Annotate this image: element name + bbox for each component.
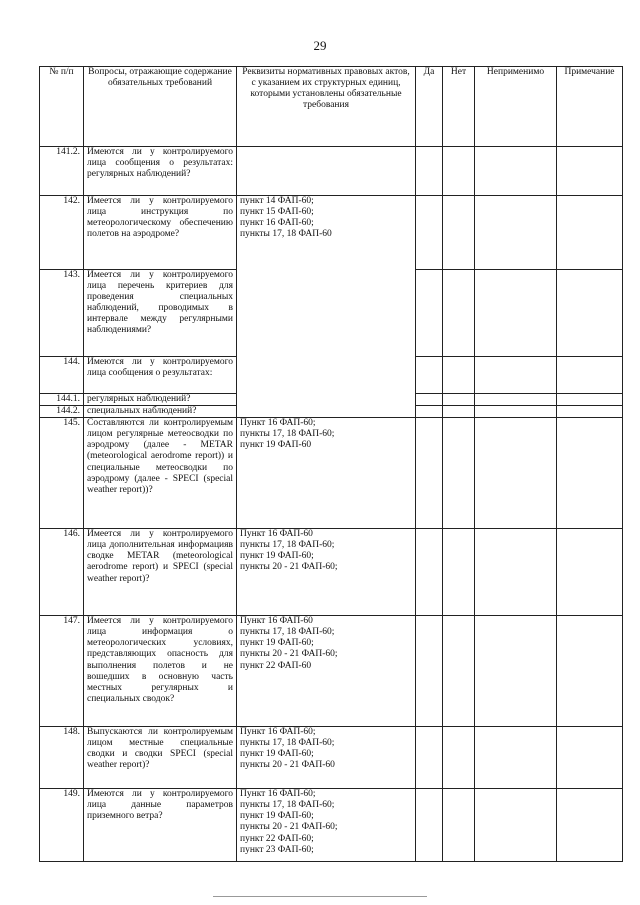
- row-question: регулярных наблюдений?: [87, 394, 191, 404]
- requisite-ref: Пункт 16 ФАП-60: [240, 616, 313, 627]
- requisite-ref: Пункт 16 ФАП-60;: [240, 418, 316, 429]
- note-cell[interactable]: [557, 147, 623, 196]
- requisite-ref: пункт 19 ФАП-60;: [240, 749, 314, 760]
- answer-na-cell[interactable]: [475, 270, 557, 357]
- row-question: Выпускаются ли контролируемым лицом местные специальные сводки и сводки SPECI (special weather report)?: [87, 727, 233, 771]
- row-question: Имеются ли у контролируемого лица сообщения о результатах:: [87, 357, 233, 379]
- note-cell[interactable]: [557, 727, 623, 789]
- header-no: Нет: [443, 67, 475, 147]
- requisite-ref: пункты 17, 18 ФАП-60;: [240, 627, 335, 638]
- requisite-ref: пункты 17, 18 ФАП-60;: [240, 540, 335, 551]
- answer-yes-cell[interactable]: [416, 270, 443, 357]
- page-number: 29: [313, 38, 327, 53]
- answer-yes-cell[interactable]: [416, 727, 443, 789]
- requisite-ref: пункт 14 ФАП-60;: [240, 196, 314, 206]
- requisites-cell: [237, 529, 416, 616]
- header-not-applicable: Неприменимо: [475, 67, 557, 147]
- requisites-cell: [237, 789, 416, 862]
- requisite-ref: пункты 20 - 21 ФАП-60;: [240, 822, 338, 833]
- answer-yes-cell[interactable]: [416, 357, 443, 394]
- row-question: Имеются ли у контролируемого лица данные параметров приземного ветра?: [87, 789, 233, 822]
- answer-na-cell[interactable]: [475, 727, 557, 789]
- requisites-cell: [237, 147, 416, 196]
- row-number: 141.2.: [40, 147, 84, 196]
- requisite-ref: пункты 20 - 21 ФАП-60;: [240, 562, 338, 573]
- header-num: № п/п: [40, 67, 84, 147]
- row-number: 146.: [40, 529, 84, 616]
- requisite-ref: пункт 22 ФАП-60;: [240, 833, 314, 844]
- answer-na-cell[interactable]: [475, 418, 557, 529]
- row-question: Составляются ли контролируемым лицом регулярные метеосводки по аэродрому (далее - METAR (meteorological aerodrome report)) и специальные метеосводки по аэродрому (далее - SPECI (special weather report))?: [87, 418, 233, 495]
- answer-no-cell[interactable]: [443, 270, 475, 357]
- answer-na-cell[interactable]: [475, 357, 557, 394]
- answer-na-cell[interactable]: [475, 789, 557, 862]
- requisite-ref: пункт 22 ФАП-60: [240, 660, 312, 671]
- row-question: Имеются ли у контролируемого лица сообщения о результатах: регулярных наблюдений?: [87, 147, 233, 180]
- requisite-ref: пункты 20 - 21 ФАП-60: [240, 760, 335, 771]
- row-question: Имеется ли у контролируемого лица дополнительная информацияв сводке METAR (meteorological aerodrome report) и SPECI (special weather report)?: [87, 529, 233, 584]
- footer-divider: [213, 896, 427, 897]
- answer-no-cell[interactable]: [443, 406, 475, 418]
- answer-no-cell[interactable]: [443, 727, 475, 789]
- row-number: 144.1.: [40, 394, 84, 406]
- answer-no-cell[interactable]: [443, 418, 475, 529]
- table-row: [40, 418, 623, 529]
- requisite-ref: пункт 23 ФАП-60;: [240, 844, 314, 855]
- note-cell[interactable]: [557, 357, 623, 394]
- table-row: [40, 147, 623, 196]
- row-number: 147.: [40, 616, 84, 727]
- answer-na-cell[interactable]: [475, 196, 557, 270]
- header-note: Примечание: [557, 67, 623, 147]
- note-cell[interactable]: [557, 789, 623, 862]
- checklist-table: [39, 66, 623, 862]
- answer-no-cell[interactable]: [443, 196, 475, 270]
- answer-na-cell[interactable]: [475, 529, 557, 616]
- row-number: 144.: [40, 357, 84, 394]
- answer-yes-cell[interactable]: [416, 616, 443, 727]
- requisite-ref: пункт 15 ФАП-60;: [240, 207, 314, 218]
- requisite-ref: пункты 17, 18 ФАП-60;: [240, 738, 335, 749]
- note-cell[interactable]: [557, 529, 623, 616]
- answer-na-cell[interactable]: [475, 406, 557, 418]
- note-cell[interactable]: [557, 616, 623, 727]
- note-cell[interactable]: [557, 418, 623, 529]
- answer-na-cell[interactable]: [475, 616, 557, 727]
- header-requisites: Реквизиты нормативных правовых актов, с указанием их структурных единиц, которыми установлены обязательные требования: [237, 67, 416, 147]
- table-row: [40, 789, 623, 862]
- row-number: 149.: [40, 789, 84, 862]
- answer-yes-cell[interactable]: [416, 394, 443, 406]
- requisites-cell: [237, 727, 416, 789]
- table-row: [40, 196, 623, 270]
- requisite-ref: пункты 17, 18 ФАП-60;: [240, 800, 335, 811]
- requisites-cell: [237, 616, 416, 727]
- answer-yes-cell[interactable]: [416, 789, 443, 862]
- row-question: Имеется ли у контролируемого лица информация о метеорологических условиях, представляющих опасность для выполнения полетов и не вошедших в основную часть местных регулярных и специальных сводок?: [87, 616, 233, 704]
- requisites-cell: [237, 196, 416, 418]
- row-question: Имеется ли у контролируемого лица инструкция по метеорологическому обеспечению полетов на аэродроме?: [87, 196, 233, 240]
- row-number: 145.: [40, 418, 84, 529]
- row-question: специальных наблюдений?: [87, 406, 197, 417]
- answer-no-cell[interactable]: [443, 789, 475, 862]
- requisite-ref: пункты 17, 18 ФАП-60: [240, 229, 332, 240]
- requisites-cell: [237, 418, 416, 529]
- row-number: 143.: [40, 270, 84, 357]
- answer-no-cell[interactable]: [443, 616, 475, 727]
- header-question: Вопросы, отражающие содержание обязательных требований: [84, 67, 237, 147]
- row-number: 144.2.: [40, 406, 84, 418]
- requisite-ref: Пункт 16 ФАП-60: [240, 529, 313, 540]
- answer-na-cell[interactable]: [475, 394, 557, 406]
- requisite-ref: пункты 20 - 21 ФАП-60;: [240, 649, 338, 660]
- answer-yes-cell[interactable]: [416, 529, 443, 616]
- requisite-ref: пункты 17, 18 ФАП-60;: [240, 429, 335, 440]
- note-cell[interactable]: [557, 270, 623, 357]
- header-row: [40, 67, 623, 147]
- answer-na-cell[interactable]: [475, 147, 557, 196]
- note-cell[interactable]: [557, 196, 623, 270]
- answer-yes-cell[interactable]: [416, 147, 443, 196]
- requisite-ref: Пункт 16 ФАП-60;: [240, 727, 316, 738]
- requisite-ref: пункт 19 ФАП-60;: [240, 638, 314, 649]
- row-number: 148.: [40, 727, 84, 789]
- requisite-ref: пункт 19 ФАП-60: [240, 440, 312, 451]
- answer-yes-cell[interactable]: [416, 418, 443, 529]
- requisite-ref: пункт 19 ФАП-60;: [240, 811, 314, 822]
- requisite-ref: Пункт 16 ФАП-60;: [240, 789, 316, 800]
- answer-no-cell[interactable]: [443, 394, 475, 406]
- answer-no-cell[interactable]: [443, 529, 475, 616]
- requisite-ref: пункт 16 ФАП-60;: [240, 218, 314, 229]
- answer-yes-cell[interactable]: [416, 406, 443, 418]
- note-cell[interactable]: [557, 394, 623, 406]
- row-question: Имеется ли у контролируемого лица перечень критериев для проведения специальных наблюдений, проводимых в интервале между регулярными наблюдениями?: [87, 270, 233, 336]
- table-row: [40, 616, 623, 727]
- requisite-ref: пункт 19 ФАП-60;: [240, 551, 314, 562]
- answer-yes-cell[interactable]: [416, 196, 443, 270]
- note-cell[interactable]: [557, 406, 623, 418]
- header-yes: Да: [416, 67, 443, 147]
- table-row: [40, 529, 623, 616]
- table-row: [40, 727, 623, 789]
- row-number: 142.: [40, 196, 84, 270]
- answer-no-cell[interactable]: [443, 357, 475, 394]
- answer-no-cell[interactable]: [443, 147, 475, 196]
